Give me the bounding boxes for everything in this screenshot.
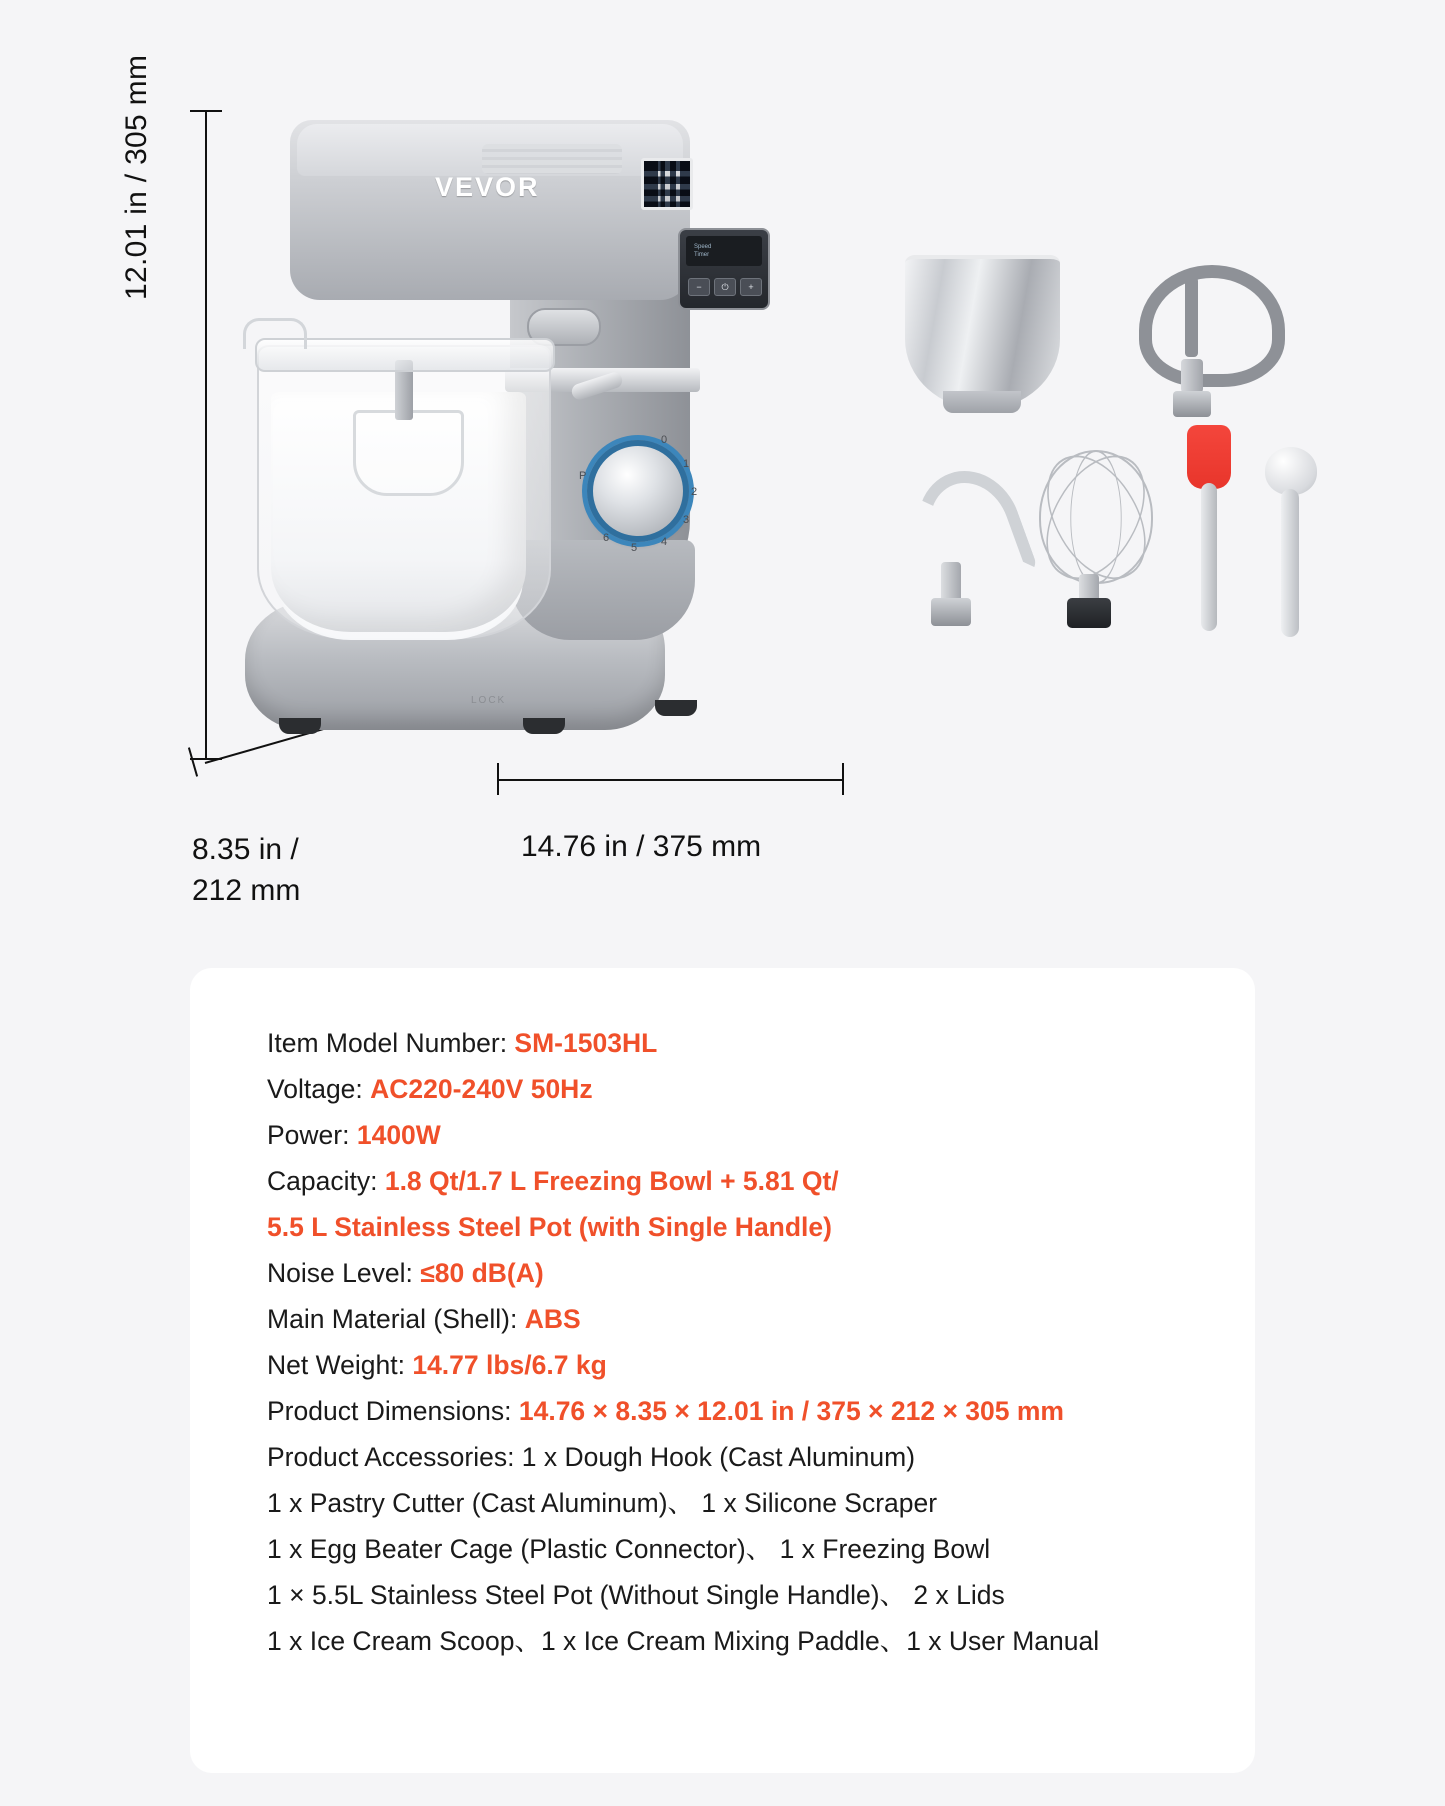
spec-label: Product Dimensions: [267,1396,519,1426]
spec-row-dimensions [267,1388,1215,1434]
spec-label: Net Weight: [267,1350,413,1380]
vent-grille [482,144,622,174]
egg-beater-whisk [1033,450,1163,635]
spec-value: SM-1503HL [514,1028,658,1058]
mixer-foot [655,700,697,716]
accessories-group [905,255,1355,675]
beater-center-bar [1185,277,1198,357]
height-dimension-cap-top [190,110,222,112]
mixer-foot [523,718,565,734]
beater-collar [1173,391,1211,417]
mixer-head-top [297,124,683,176]
scraper-handle [1201,483,1217,631]
depth-dimension-label: 8.35 in / 212 mm [192,833,301,907]
specifications-card [190,968,1255,1773]
scoop-handle [1281,489,1299,637]
spec-value: 14.77 lbs/6.7 kg [412,1350,607,1380]
minus-button[interactable]: − [688,278,710,296]
spec-row-voltage [267,1066,1215,1112]
whisk-collar [1067,598,1111,628]
spec-label: Power: [267,1120,357,1150]
power-button[interactable]: ⏻ [714,278,736,296]
spec-row-weight [267,1342,1215,1388]
specifications-list [267,1020,1215,1664]
stainless-steel-bowl [905,255,1060,409]
lid-handle [243,318,307,349]
control-panel[interactable] [678,228,770,310]
qr-code [641,158,693,210]
beater-stem [1181,359,1203,393]
scoop-head [1265,447,1317,495]
mixer-foot [279,718,321,734]
spec-row-power [267,1112,1215,1158]
spec-label: 1 x Egg Beater Cage (Plastic Connector)、 1 x Freezing Bowl [267,1534,991,1564]
spec-label: Product Accessories: 1 x Dough Hook (Cast Aluminum) [267,1442,916,1472]
pastry-cutter-beater [1133,255,1265,420]
spec-value: ABS [524,1304,581,1334]
width-dimension-cap-left [497,763,499,795]
spec-label: 1 x Ice Cream Scoop、1 x Ice Cream Mixing Paddle、1 x User Manual [267,1626,1100,1656]
plus-button[interactable]: + [740,278,762,296]
mixing-paddle [353,410,464,496]
panel-labels: Speed Timer [694,244,712,258]
spec-label: 1 x Pastry Cutter (Cast Aluminum)、 1 x Silicone Scraper [267,1488,938,1518]
dough-hook-curve [902,456,1039,604]
whisk-cage [1041,450,1151,580]
ice-cream-scoop [1257,447,1327,637]
stand-mixer-illustration [235,110,835,760]
spec-value: 14.76 × 8.35 × 12.01 in / 375 × 212 × 305 mm [518,1396,1064,1426]
spec-label: Voltage: [267,1074,371,1104]
width-dimension-cap-right [842,763,844,795]
height-dimension-label: 12.01 in / 305 mm [120,54,153,300]
dough-hook-collar [931,598,971,626]
spec-row-model [267,1020,1215,1066]
spec-row-accessories-2 [267,1480,1215,1526]
dough-hook [905,470,1015,630]
stainless-steel-bowl-base [943,391,1021,413]
spec-label: Main Material (Shell): [267,1304,525,1334]
depth-dimension-cap-left [188,747,198,776]
width-dimension-line [497,779,844,781]
spec-row-material [267,1296,1215,1342]
dough-hook-stem [941,562,961,602]
spec-label: 1 × 5.5L Stainless Steel Pot (Without Single Handle)、 2 x Lids [267,1580,1005,1610]
beater-ring [1139,265,1285,387]
display-screen [686,236,762,266]
spec-value: 5.5 L Stainless Steel Pot (with Single Handle) [267,1212,832,1242]
spec-row-accessories-3 [267,1526,1215,1572]
spec-row-accessories [267,1434,1215,1480]
spec-value: 1400W [356,1120,441,1150]
spec-row-capacity [267,1158,1215,1204]
spec-label: Capacity: [267,1166,385,1196]
silicone-scraper [1177,425,1239,640]
spec-value: 1.8 Qt/1.7 L Freezing Bowl + 5.81 Qt/ [384,1166,839,1196]
speed-dial-markings: 0 1 2 3 4 5 6 P [579,434,698,554]
height-dimension-line [205,110,207,760]
spec-row-accessories-5 [267,1618,1215,1664]
spec-row-accessories-4 [267,1572,1215,1618]
spec-label: Item Model Number: [267,1028,515,1058]
lock-marking: LOCK [471,695,507,706]
brand-logo: VEVOR [435,172,540,202]
spec-row-capacity-cont [267,1204,1215,1250]
scraper-head [1187,425,1231,489]
width-dimension-label: 14.76 in / 375 mm [521,830,762,863]
spec-value: AC220-240V 50Hz [370,1074,593,1104]
spec-row-noise [267,1250,1215,1296]
spec-value: ≤80 dB(A) [420,1258,544,1288]
spec-label: Noise Level: [267,1258,421,1288]
